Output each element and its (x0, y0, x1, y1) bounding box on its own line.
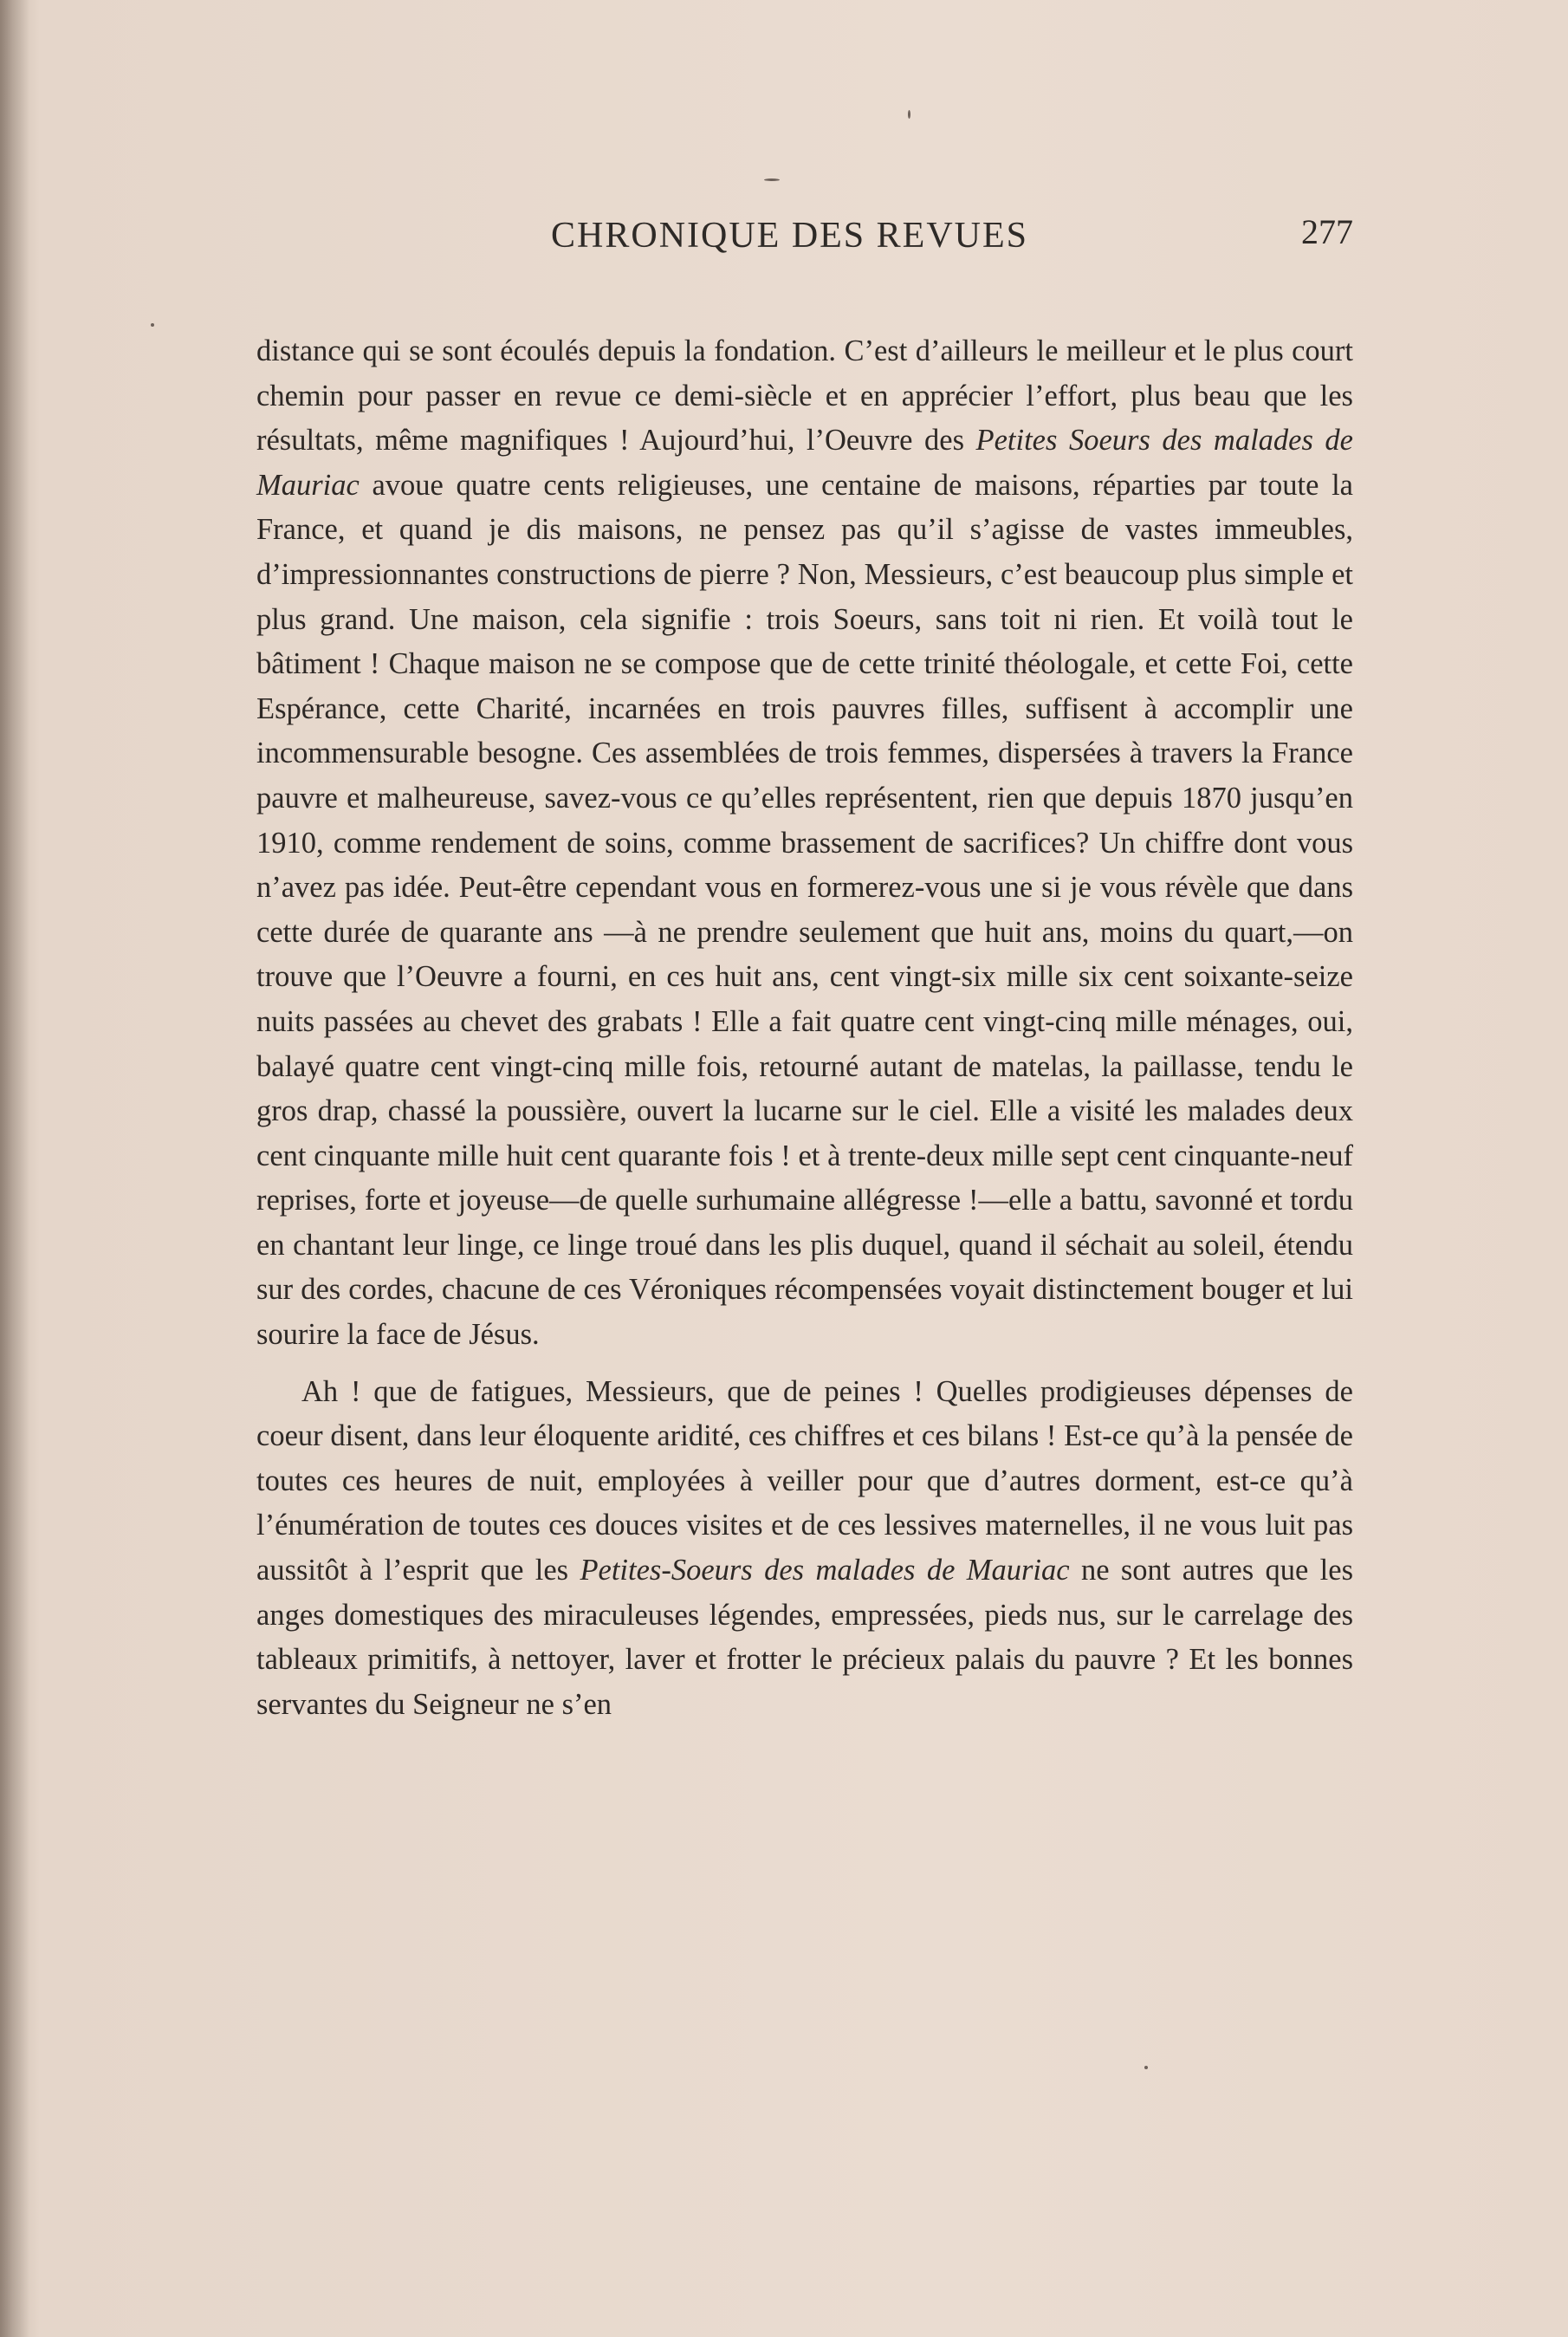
paper-speck (1144, 2066, 1148, 2069)
binding-shadow (0, 0, 29, 2337)
paragraph-1-text-b: avoue quatre cents religieuses, une centaine de maisons, réparties par toute la France, et quand je dis maisons, ne pensez pas qu’il s’agisse de vastes immeubles, d’impressionnantes constructions de pierre ? Non, Messieurs, c’est beaucoup plus simple et plus grand. Une maison, cela signifie : trois Soeurs, sans toit ni rien. Et voilà tout le bâtiment ! Chaque maison ne se compose que de cette trinité théologale, et cette Foi, cette Espérance, cette Charité, incarnées en trois pauvres filles, suffisent à accomplir une incommensurable besogne. Ces assemblées de trois femmes, dispersées à travers la France pauvre et malheureuse, savez-vous ce qu’elles représentent, rien que depuis 1870 jusqu’en 1910, comme rendement de soins, comme brassement de sacrifices? Un chiffre dont vous n’avez pas idée. Peut-être cependant vous en formerez-vous une si je vous révèle que dans cette durée de quarante ans —à ne prendre seulement que huit ans, moins du quart,—on trouve que l’Oeuvre a fourni, en ces huit ans, cent vingt-six mille six cent soixante-seize nuits passées au chevet des grabats ! Elle a fait quatre cent vingt-cinq mille ménages, oui, balayé quatre cent vingt-cinq mille fois, retourné autant de matelas, la paillasse, tendu le gros drap, chassé la poussière, ouvert la lucarne sur le ciel. Elle a visité les malades deux cent cinquante mille huit cent quarante fois ! et à trente-deux mille sept cent cinquante-neuf reprises, forte et joyeuse—de quelle surhumaine allégresse !—elle a battu, savonné et tordu en chantant leur linge, ce linge troué dans les plis duquel, quand il séchait au soleil, étendu sur des cordes, chacune de ces Véroniques récompensées voyait distinctement bouger et lui sourire la face de Jésus. (256, 468, 1353, 1352)
paragraph-2-text-a: Ah ! que de fatigues, Messieurs, que de peines ! Quelles prodigieuses dépenses de coeur disent, dans leur éloquente aridité, ces chiffres et ces bilans ! Est-ce qu’à la pensée de toutes ces heures de nuit, employées à veiller pour que d’autres dorment, est-ce qu’à l’énumération de toutes ces douces visites et de ces lessives maternelles, il ne vous luit pas aussitôt à l’esprit que les (256, 1374, 1353, 1587)
paper-speck (764, 179, 780, 181)
paragraph-2-text-b: ne sont autres que les anges domestiques des miraculeuses légendes, empressées, pieds nus, sur le carrelage des tableaux primitifs, à nettoyer, laver et frotter le précieux palais du pauvre ? Et les bonnes servantes du Seigneur ne s’en (256, 1554, 1354, 1721)
paper-speck (151, 323, 154, 327)
running-title: CHRONIQUE DES REVUES (551, 216, 1029, 256)
page-header (256, 208, 1353, 269)
paragraph-2 (256, 1370, 1353, 1728)
body-text (256, 329, 1353, 1727)
page-number: 277 (1301, 212, 1353, 251)
paragraph-1 (256, 329, 1353, 1358)
paragraph-2-italic-title: Petites-Soeurs des malades de Mauriac (580, 1554, 1070, 1587)
paragraph-1-text-a: distance qui se sont écoulés depuis la fondation. C’est d’ailleurs le meilleur et le plus court chemin pour passer en revue ce demi-siècle et en apprécier l’effort, plus beau que les résultats, même magnifiques ! Aujourd’hui, l’Oeuvre des (256, 334, 1353, 458)
paper-speck (908, 110, 910, 119)
paragraph-1-italic-title: Petites Soeurs des malades de Mauriac (256, 424, 1353, 502)
